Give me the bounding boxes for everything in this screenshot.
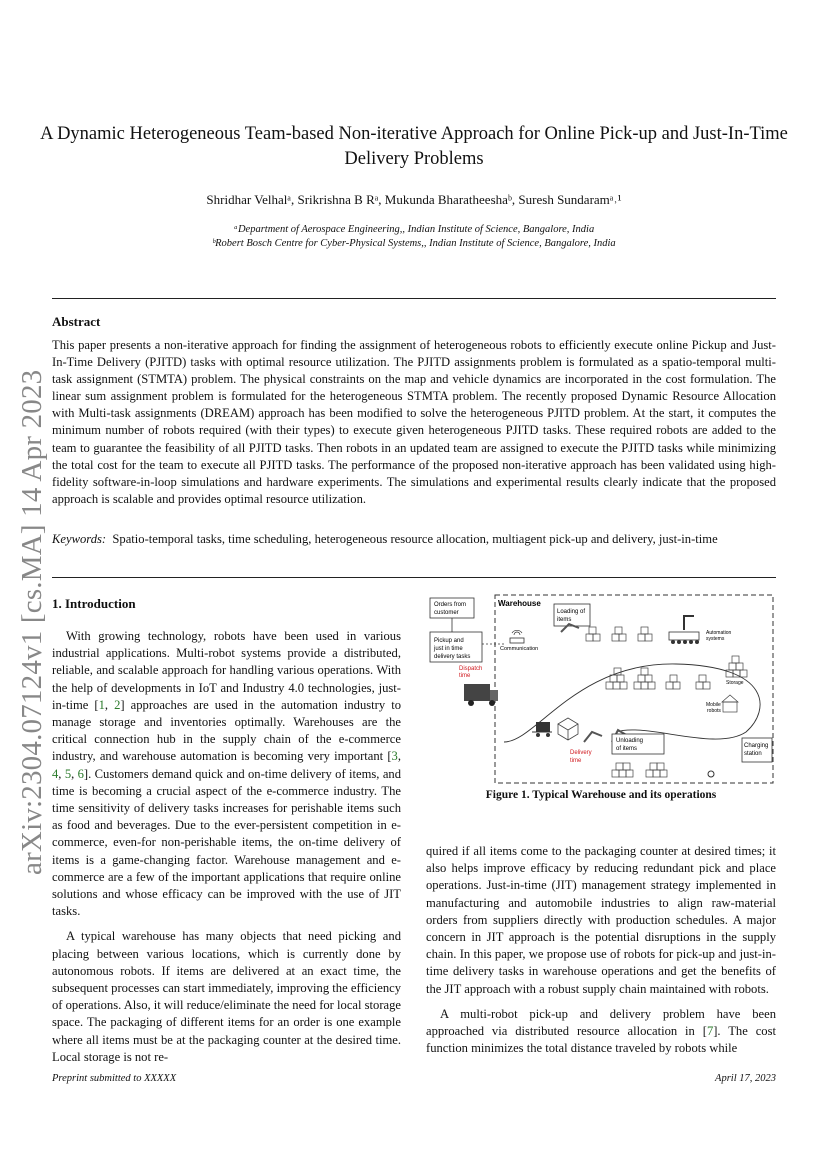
- citation-link[interactable]: 4: [52, 766, 59, 781]
- conveyor-icon: [669, 616, 699, 644]
- mobile-robots-label-1: Mobile: [706, 702, 721, 708]
- storage-label: Storage: [726, 680, 744, 686]
- right-column: [426, 843, 776, 1065]
- box-stack-icon: [612, 763, 667, 777]
- abstract-heading: Abstract: [52, 314, 101, 329]
- left-column: [52, 628, 401, 1074]
- affiliations: [40, 223, 788, 251]
- storage-icon: [726, 656, 747, 677]
- delivery-time-label-2: time: [570, 758, 582, 764]
- keywords-text: Spatio-temporal tasks, time scheduling, heterogeneous resource allocation, multiagent pick-up and delivery, just-in-time: [112, 532, 718, 546]
- dispatch-label-1: Dispatch: [459, 666, 483, 672]
- loading-label-2: items: [557, 617, 572, 623]
- box-stack-icon: [606, 668, 710, 689]
- orders-label-1: Orders from: [434, 602, 467, 608]
- right-paragraph-2: [426, 1006, 776, 1058]
- author-list: Shridhar Velhalᵃ, Srikrishna B Rᵃ, Mukunda Bharatheeshaᵇ, Suresh Sundaramᵃ˒¹: [206, 192, 622, 207]
- affiliation-a: ᵃDepartment of Aerospace Engineering,, Indian Institute of Science, Bangalore, India: [233, 224, 595, 235]
- automation-label-1: Automation: [706, 630, 732, 636]
- automation-label-2: systems: [706, 636, 725, 642]
- dispatch-label-2: time: [459, 673, 471, 679]
- loading-label-1: Loading of: [557, 609, 586, 615]
- communication-icon: [510, 630, 524, 643]
- charging-label-1: Charging: [744, 743, 769, 749]
- citation-link[interactable]: 5: [64, 766, 72, 781]
- intro-paragraph-1: With growing technology, robots have been used in various industrial applications. Multi-robot systems provide a distributed, reliable, and scalable approach for handling various operations. With the help of developments in IoT and Industry 4.0 technologies, just-in-time [1, 2] approaches are used in the automation industry to manage storage and inventories optimally. Warehouses are the critical connection hub in the supply chain of the e-commerce industry, and warehouse automation is becoming very important [3, 4, 5, 6]. Customers demand quick and on-time delivery of items, and time is becoming a crucial aspect of the e-commerce industry. The time sensitivity of delivery tasks increases for perishable items such as food and beverages. Due to the ever-persistent competition in e-commerce, even-for non-perishable items, the on-time delivery of items is a game-changing factor. Warehouse management and e-commerce are a few of the important applications that require online solutions and whose efficacy can be improved with the use of JIT tasks.: [52, 629, 402, 919]
- citation-link[interactable]: 6: [77, 766, 84, 781]
- bottom-rule: [52, 577, 776, 578]
- mobile-robots-label-2: robots: [707, 708, 721, 714]
- communication-label: Communication: [500, 646, 539, 652]
- text-run: ] approaches are used in the automation industry to manage storage and inventories optimally. Warehouses are the critical connection hub in the supply chain of the e-commerce industry, and warehouse automation is becoming very important [: [52, 697, 402, 764]
- orders-label-2: customer: [434, 610, 459, 616]
- warehouse-label: Warehouse: [498, 599, 541, 608]
- cart-icon: [532, 722, 552, 737]
- section-heading: 1. Introduction: [52, 596, 136, 611]
- warehouse-figure: [426, 592, 776, 786]
- text-run: A multi-robot pick-up and delivery problem have been approached via distributed resource allocation in [: [426, 1006, 776, 1039]
- text-run: With growing technology, robots have been used in various industrial applications. Multi-robot systems provide a distributed, reliable, and scalable approach for handling various operations. With the help of developments in IoT and Industry 4.0 technologies, just-in-time [: [52, 629, 401, 712]
- paper-title: A Dynamic Heterogeneous Team-based Non-iterative Approach for Online Pick-up and Just-In-Time Delivery Problems: [40, 124, 788, 169]
- right-paragraph-1: quired if all items come to the packaging counter at desired times; it also helps improve efficacy by reducing redundant pick and place operations. Just-in-time (JIT) management strategy implemented in manufacturing and automobile industries to align raw-material orders from suppliers directly with production schedules. A major concern in JIT approach is the potential disruptions in the supply chain. In this paper, we propose use of robots for pick-up and just-in-time delivery tasks in warehouse operations and get the benefits of the JIT approach with a robust supply chain maintained with robots.: [426, 844, 776, 996]
- box-stack-icon: [586, 627, 652, 641]
- unloading-label-1: Unloading: [616, 738, 644, 744]
- affiliation-b: ᵇRobert Bosch Centre for Cyber-Physical Systems,, Indian Institute of Science, Bangalore, India: [212, 238, 616, 249]
- citation-link[interactable]: 2: [114, 697, 121, 712]
- text-run: ]. Customers demand quick and on-time delivery of items, and time is becoming a crucial aspect of the e-commerce industry. The time sensitivity of delivery tasks increases for perishable items such as food and beverages. Due to the ever-persistent competition in e-commerce, even-for non-perishable items, the on-time delivery of items is a game-changing factor. Warehouse management and e-commerce are a few of the important applications that require online solutions and whose efficacy can be improved with the use of JIT tasks.: [52, 766, 401, 919]
- arxiv-stamp-text: arXiv:2304.07124v1 [cs.MA] 14 Apr 2023: [16, 369, 48, 875]
- pickup-label-3: delivery tasks: [434, 654, 471, 660]
- keywords: [52, 531, 776, 548]
- abstract-text: This paper presents a non-iterative approach for finding the assignment of heterogeneous robots to efficiently execute online Pickup and Just-In-Time Delivery (PJITD) tasks with optimal resource utilization. The PJITD assignments problem is formulated as a spatio-temporal multi-task assignment (STMTA) problem. The physical constraints on the map and vehicle dynamics are incorporated in the cost formulation. The linear sum assignment problem is formulated for the heterogeneous STMTA problem. The recently proposed Dynamic Resource Allocation with Multi-task assignments (DREAM) approach has been modified to solve the heterogeneous PJITD problem. At the start, it computes the minimum number of robots required (with their types) to execute given heterogeneous PJITD tasks. These required robots are added to the team to guarantee the feasibility of all PJITD tasks. Then robots in an updated team are assigned to execute the PJITD tasks while minimizing the total cost for the team to execute all PJITD tasks. The performance of the proposed non-iterative approach has been validated using high-fidelity software-in-loop simulations and hardware experiments. The simulations and experimental results clearly indicate that the proposed approach is scalable and provides optimal resource utilization.: [52, 338, 776, 506]
- text-run: ]. The cost function minimizes the total distance traveled by robots while: [426, 1024, 776, 1056]
- footer-preprint: Preprint submitted to XXXXX: [52, 1073, 177, 1084]
- pickup-label-2: just in time: [434, 646, 463, 652]
- top-rule: [52, 298, 776, 299]
- delivery-time-label-1: Delivery: [570, 750, 592, 756]
- pickup-label-1: Pickup and: [434, 638, 464, 644]
- charging-label-2: station: [744, 751, 762, 757]
- house-icon: [722, 695, 738, 712]
- parcel-icon: [558, 718, 578, 740]
- charging-icon: [708, 771, 714, 777]
- footer-date: April 17, 2023: [715, 1073, 776, 1084]
- unloading-label-2: of items: [616, 746, 638, 752]
- keywords-label: Keywords:: [52, 532, 107, 546]
- figure-caption: Figure 1. Typical Warehouse and its operations: [485, 789, 717, 801]
- citation-link[interactable]: 1: [98, 697, 105, 712]
- citation-link[interactable]: 3: [391, 749, 398, 764]
- warehouse-diagram: [426, 592, 776, 786]
- citation-link[interactable]: 7: [706, 1024, 714, 1039]
- truck-icon: [464, 684, 498, 706]
- intro-paragraph-2: A typical warehouse has many objects that need picking and placing between various locations, which is currently done by autonomous robots. If items are delivered at an exact time, the subsequent processes can start immediately, improving the efficiency of operations. Also, it will reduce/eliminate the need for local storage space. The packaging of different items for an order is one example where all items must be at the packaging counter at the desired time. Local storage is not re-: [52, 929, 402, 1064]
